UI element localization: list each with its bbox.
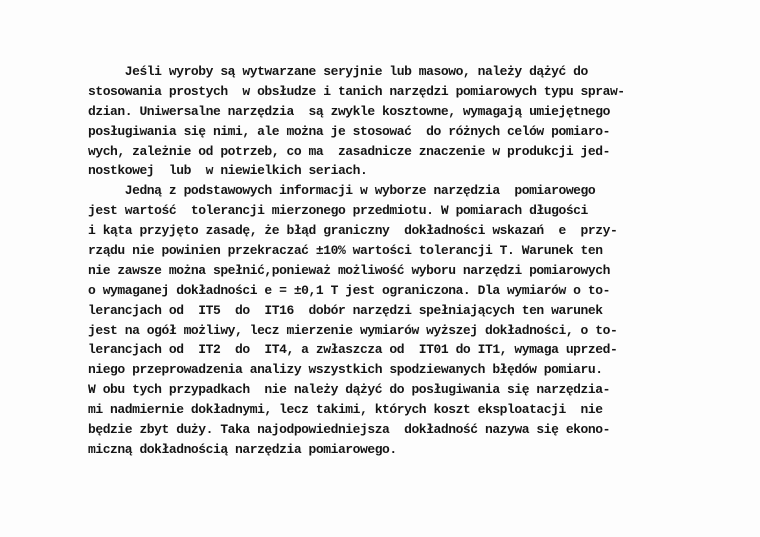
text-line-16: niego przeprowadzenia analizy wszystkich spodziewanych błędów pomiaru. [88, 362, 603, 378]
text-line-7: Jedną z podstawowych informacji w wyborze narzędzia pomiarowego [88, 183, 596, 199]
text-line-14: jest na ogół możliwy, lecz mierzenie wymiarów wyższej dokładności, o to- [88, 322, 618, 338]
text-line-3: dzian. Uniwersalne narzędzia są zwykle kosztowne, wymagają umiejętnego [88, 103, 610, 119]
text-line-17: W obu tych przypadkach nie należy dążyć do posługiwania się narzędzia- [88, 382, 610, 398]
text-line-2: stosowania prostych w obsłudze i tanich narzędzi pomiarowych typu spraw- [88, 83, 625, 99]
text-line-19: będzie zbyt duży. Taka najodpowiedniejsza dokładność nazywa się ekono- [88, 422, 610, 438]
text-line-6: nostkowej lub w niewielkich seriach. [88, 163, 368, 179]
text-line-18: mi nadmiernie dokładnymi, lecz takimi, których koszt eksploatacji nie [88, 402, 603, 418]
text-line-13: lerancjach od IT5 do IT16 dobór narzędzi spełniających ten warunek [88, 302, 603, 318]
text-line-1: Jeśli wyroby są wytwarzane seryjnie lub masowo, należy dążyć do [88, 64, 588, 79]
text-line-4: posługiwania się nimi, ale można je stosować do różnych celów pomiaro- [88, 123, 610, 139]
text-line-9: i kąta przyjęto zasadę, że błąd graniczny dokładności wskazań e przy- [88, 223, 618, 239]
text-line-8: jest wartość tolerancji mierzonego przedmiotu. W pomiarach długości [88, 203, 588, 219]
text-line-11: nie zawsze można spełnić,ponieważ możliwość wyboru narzędzi pomiarowych [88, 262, 610, 278]
text-line-12: o wymaganej dokładności e = ±0,1 T jest ograniczona. Dla wymiarów o to- [88, 282, 610, 298]
text-line-5: wych, zależnie od potrzeb, co ma zasadnicze znaczenie w produkcji jed- [88, 143, 610, 159]
text-line-10: rządu nie powinien przekraczać ±10% wartości tolerancji T. Warunek ten [88, 243, 603, 259]
text-line-15: lerancjach od IT2 do IT4, a zwłaszcza od IT01 do IT1, wymaga uprzed- [88, 342, 618, 358]
typewritten-text [88, 62, 688, 460]
text-line-20: miczną dokładnością narzędzia pomiarowego. [88, 441, 397, 457]
